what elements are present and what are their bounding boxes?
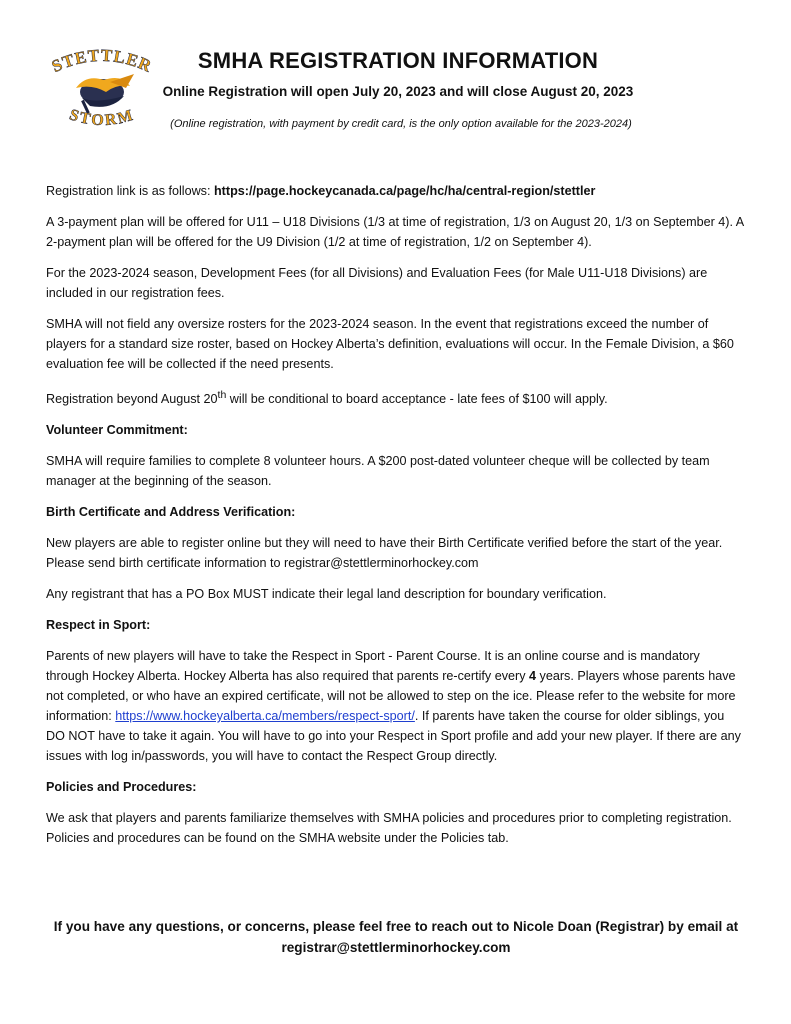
page-title: SMHA REGISTRATION INFORMATION: [197, 48, 599, 73]
recertify-years: 4: [529, 669, 537, 684]
footer-email: registrar@stettlerminorhockey.com: [281, 940, 511, 955]
contact-footer: [46, 916, 746, 958]
late-registration-paragraph: [46, 385, 746, 409]
volunteer-paragraph: SMHA will require families to complete 8 volunteer hours. A $200 post-dated volunteer cheque will be collected by team manager at the beginning of the season.: [46, 454, 710, 489]
payment-note: (Online registration, with payment by credit card, is the only option available for the 2023-2024): [170, 118, 632, 130]
late-text-start: Registration beyond August 20: [46, 392, 218, 407]
late-text-end: will be conditional to board acceptance - late fees of $100 will apply.: [226, 392, 608, 407]
registration-link-label: Registration link is as follows:: [46, 184, 214, 198]
respect-text-a: Parents of new players will have to take the Respect in Sport - Parent Course. It is an online course and is mandatory through Hockey Alberta. Hockey Alberta has also required that parents re-certify every: [46, 649, 700, 684]
document-body: [46, 181, 746, 859]
logo-top-text: STETTLER: [48, 45, 156, 77]
svg-text:STETTLER: [49, 46, 155, 76]
respect-text-b: years. Players whose parents have not completed, or who have an expired certificate, will not be allowed to step on the ice. Please refer to the website for more information:: [46, 669, 736, 724]
registration-link-paragraph: [46, 181, 746, 201]
payment-plan-paragraph: A 3-payment plan will be offered for U11 – U18 Divisions (1/3 at time of registration, 1/3 on August 20, 1/3 on September 4). A 2-payment plan will be offered for the U9 Division (1/2 at time of registration, 1/2 on September 4).: [46, 215, 744, 249]
stettler-storm-logo: [46, 44, 158, 132]
registration-dates: Online Registration will open July 20, 2023 and will close August 20, 2023: [162, 84, 634, 99]
respect-in-sport-paragraph: [46, 646, 746, 766]
footer-line-1: If you have any questions, or concerns, please feel free to reach out to Nicole Doan (Registrar) by email at: [53, 919, 739, 934]
svg-text:STORM: [67, 106, 136, 129]
volunteer-heading: Volunteer Commitment:: [46, 423, 188, 438]
respect-text-c: . If parents have taken the course for older siblings, you DO NOT have to take it again. You will have to go into your Respect in Sport profile and add your new player. If there are any issues with log in/passwords, you will have to contact the Respect Group directly.: [46, 709, 741, 764]
fees-paragraph: For the 2023-2024 season, Development Fees (for all Divisions) and Evaluation Fees (for Male U11-U18 Divisions) are included in our registration fees.: [46, 266, 708, 300]
rosters-paragraph: SMHA will not field any oversize rosters for the 2023-2024 season. In the event that registrations exceed the number of players for a standard size roster, based on Hockey Alberta’s definition, evaluations will occur. In the Female Division, a $60 evaluation fee will be collected if the need presents.: [46, 317, 734, 371]
logo-graphic: [46, 44, 158, 132]
birth-certificate-paragraph: New players are able to register online but they will need to have their Birth Certificate verified before the start of the year. Please send birth certificate information to registrar@stettlerminorhockey.com: [46, 536, 723, 571]
policies-paragraph: We ask that players and parents familiarize themselves with SMHA policies and procedures prior to completing registration. Policies and procedures can be found on the SMHA website under the Policies tab.: [46, 811, 732, 846]
respect-sport-link[interactable]: https://www.hockeyalberta.ca/members/respect-sport/: [115, 709, 415, 724]
registration-link-url[interactable]: https://page.hockeycanada.ca/page/hc/ha/central-region/stettler: [213, 184, 596, 198]
respect-in-sport-heading: Respect in Sport:: [46, 618, 151, 633]
late-superscript: th: [217, 389, 227, 401]
birth-certificate-heading: Birth Certificate and Address Verification:: [46, 505, 296, 520]
po-box-paragraph: Any registrant that has a PO Box MUST indicate their legal land description for boundary verification.: [46, 587, 607, 602]
logo-bottom-text: STORM: [67, 106, 137, 130]
policies-heading: Policies and Procedures:: [46, 780, 197, 795]
